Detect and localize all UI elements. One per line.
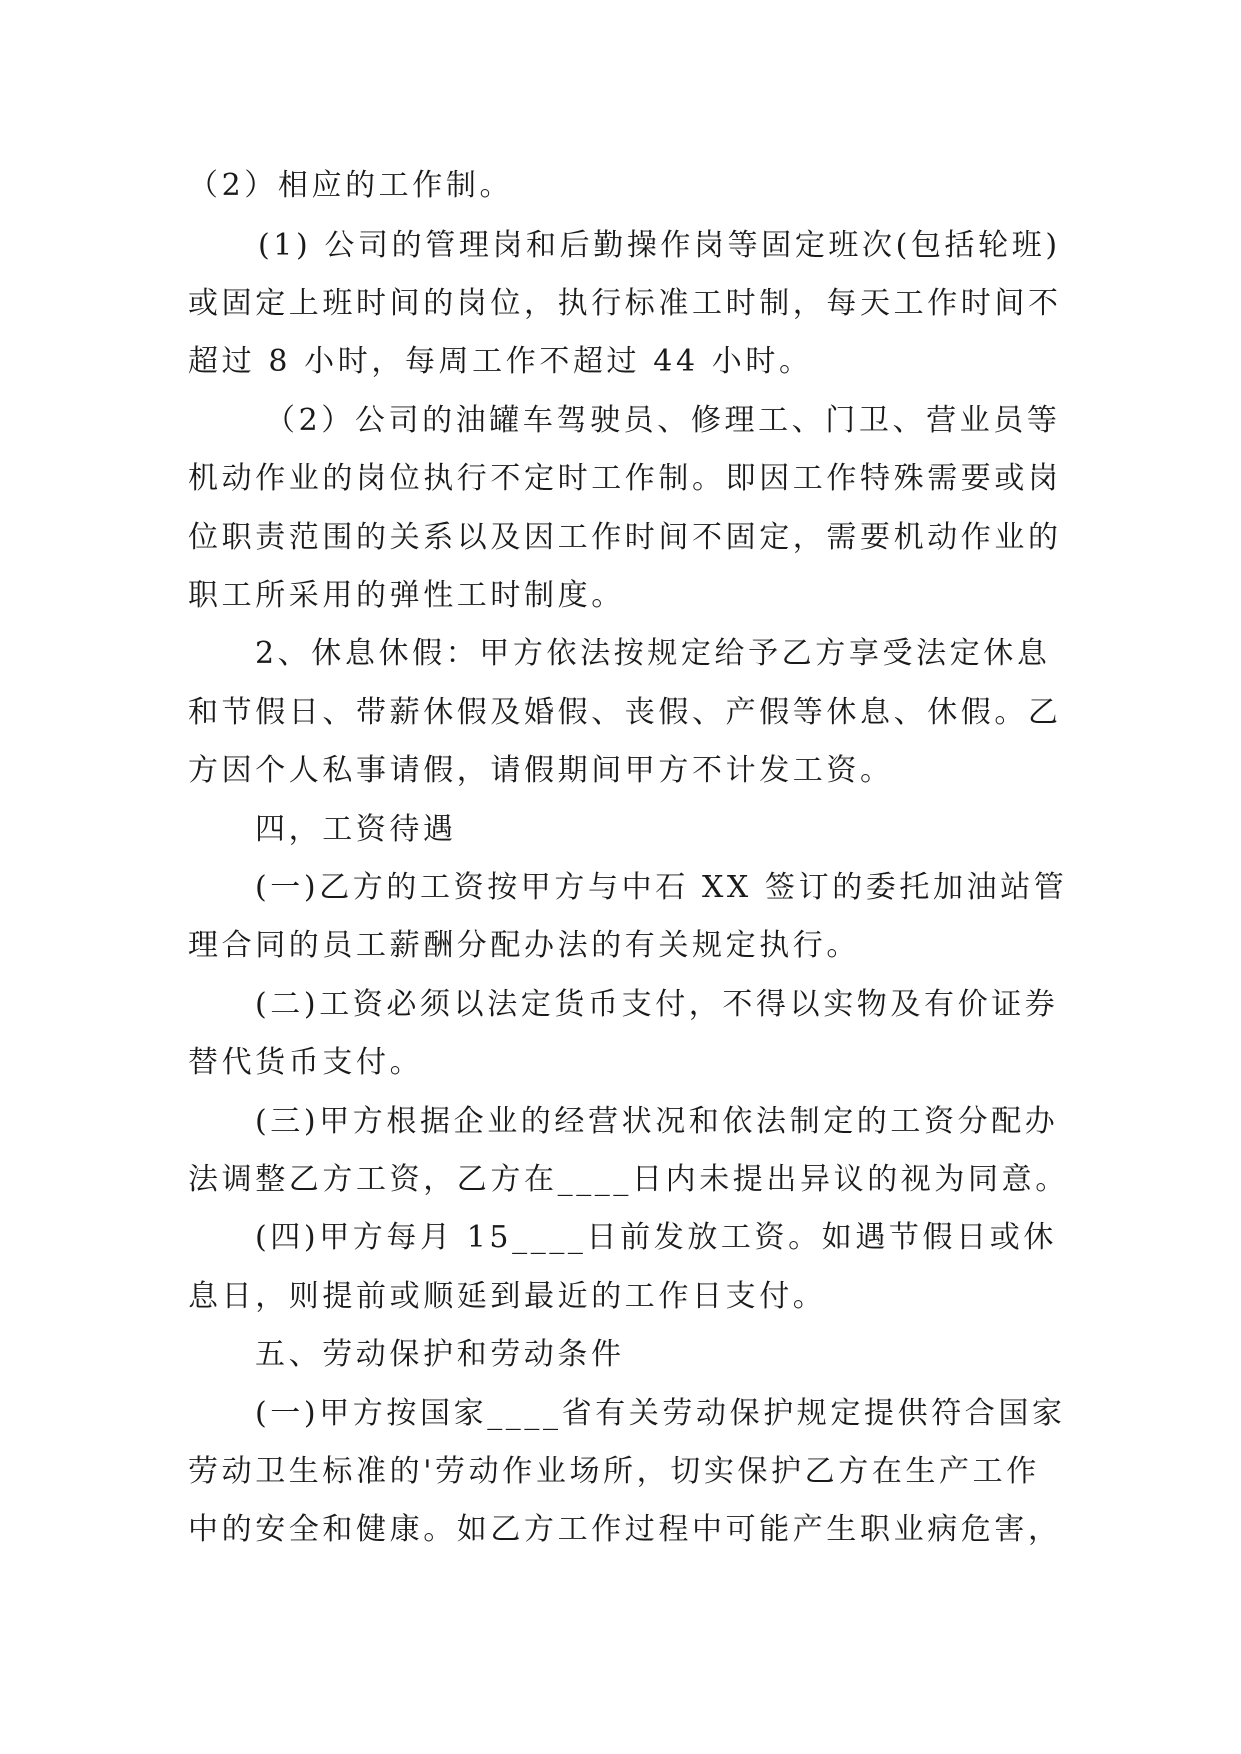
paragraph-line: 和节假日、带薪休假及婚假、丧假、产假等休息、休假。乙 [188,695,1062,730]
paragraph-line: (二)工资必须以法定货币支付，不得以实物及有价证券 [255,987,1059,1022]
paragraph-line: (一)乙方的工资按甲方与中石 XX 签订的委托加油站管 [255,870,1068,905]
section-heading: 四，工资待遇 [255,812,457,847]
paragraph-line: （2）相应的工作制。 [188,168,514,203]
paragraph-line: 中的安全和健康。如乙方工作过程中可能产生职业病危害， [188,1512,1062,1547]
paragraph-line: 或固定上班时间的岗位，执行标准工时制，每天工作时间不 [188,286,1062,321]
paragraph-line: (四)甲方每月 15____日前发放工资。如遇节假日或休 [255,1220,1057,1255]
paragraph-line: 劳动卫生标准的'劳动作业场所，切实保护乙方在生产工作 [188,1454,1040,1489]
paragraph-line: 替代货币支付。 [188,1045,424,1080]
section-heading: 五、劳动保护和劳动条件 [255,1337,625,1372]
paragraph-line: 法调整乙方工资，乙方在____日内未提出异议的视为同意。 [188,1162,1069,1197]
paragraph-line: 超过 8 小时，每周工作不超过 44 小时。 [188,344,813,379]
paragraph-line: (1) 公司的管理岗和后勤操作岗等固定班次(包括轮班) [258,228,1061,263]
paragraph-line: 方因个人私事请假，请假期间甲方不计发工资。 [188,753,894,788]
paragraph-line: 位职责范围的关系以及因工作时间不固定，需要机动作业的 [188,520,1062,555]
paragraph-line: 机动作业的岗位执行不定时工作制。即因工作特殊需要或岗 [188,461,1062,496]
paragraph-line: 职工所采用的弹性工时制度。 [188,578,625,613]
paragraph-line: 息日，则提前或顺延到最近的工作日支付。 [188,1279,827,1314]
paragraph-line: 理合同的员工薪酬分配办法的有关规定执行。 [188,928,860,963]
paragraph-line: （2）公司的油罐车驾驶员、修理工、门卫、营业员等 [265,403,1061,438]
paragraph-line: 2、休息休假：甲方依法按规定给予乙方享受法定休息 [255,636,1051,671]
paragraph-line: (三)甲方根据企业的经营状况和依法制定的工资分配办 [255,1104,1059,1139]
paragraph-line: (一)甲方按国家____省有关劳动保护规定提供符合国家 [255,1396,1066,1431]
